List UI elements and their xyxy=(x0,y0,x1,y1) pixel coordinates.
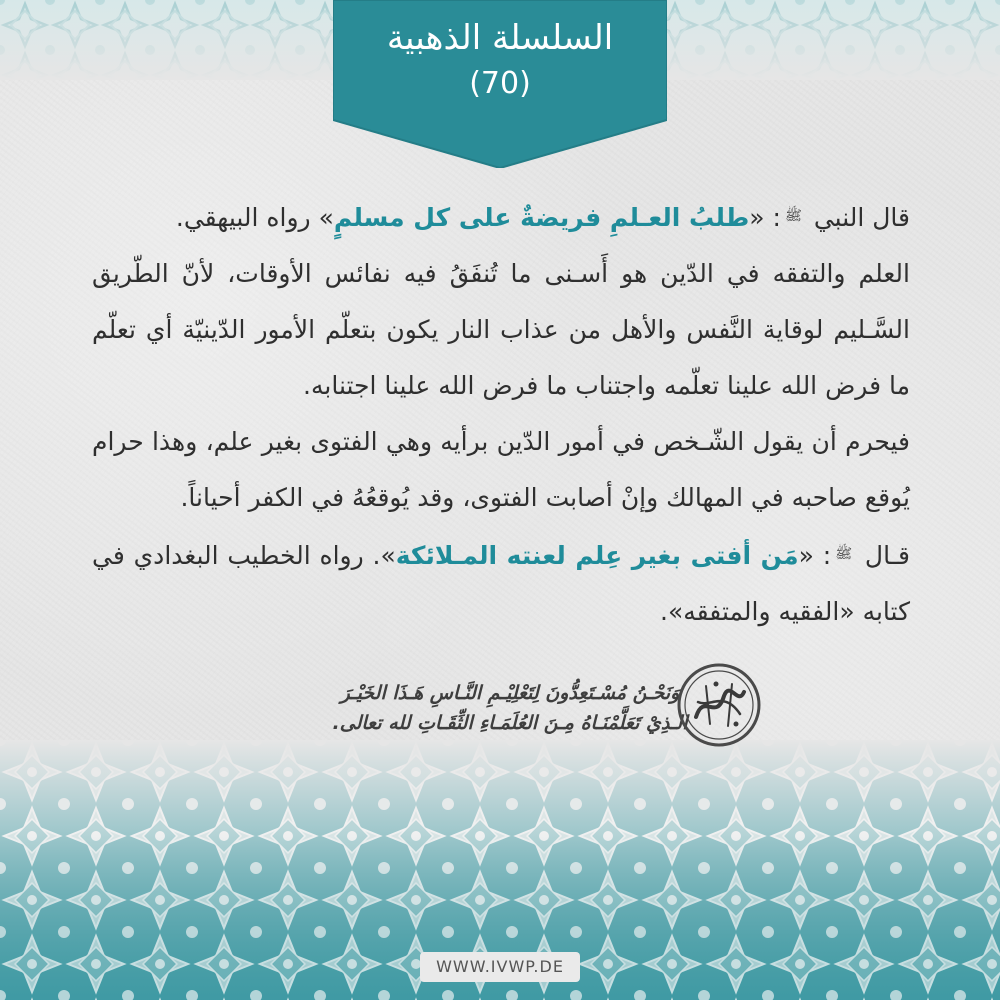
text-span: قال النبي xyxy=(805,203,910,232)
salawat-glyph: ﷺ xyxy=(784,208,802,224)
website-link[interactable]: WWW.IVWP.DE xyxy=(436,957,564,976)
series-title: السلسلة الذهبية xyxy=(386,18,614,58)
salawat-glyph: ﷺ xyxy=(835,546,853,562)
paragraph-hadith-2 xyxy=(92,526,910,640)
footer-quote-line-2: الـذِيْ تَعَلَّمْنَـاهُ مِـنَ العُلَمَـاءِ الثِّقَـاتِ لله تعالى. xyxy=(332,712,688,734)
highlighted-hadith: طلبُ العـلمِ فريضةٌ على كل مسلمٍ xyxy=(333,203,750,232)
highlighted-hadith: مَن أفتى بغير عِلم لعنته المـلائكة xyxy=(395,541,799,570)
text-span: : « xyxy=(798,541,832,570)
paragraph-explanation-1 xyxy=(92,246,910,414)
text-span: : « xyxy=(749,203,781,232)
text-span: فيحرم أن يقول الشّـخص في أمور الدّين برأيه وهي الفتوى بغير علم، وهذا حرام يُوقع صاحبه في المهالك وإنْ أصابت الفتوى، وقد يُوقعُهُ في الكفر أحياناً. xyxy=(92,427,910,512)
footer-quote xyxy=(290,678,730,738)
episode-number: (70) xyxy=(469,66,531,101)
paragraph-hadith-1 xyxy=(92,188,910,246)
text-span: » رواه البيهقي. xyxy=(175,203,334,232)
calligraphy-seal-icon xyxy=(676,662,762,748)
text-span: قـال xyxy=(856,541,910,570)
main-text xyxy=(92,188,910,640)
text-span: ». رواه الخطيب البغدادي في كتابه «الفقيه والمتفقه». xyxy=(92,541,910,626)
paragraph-explanation-2 xyxy=(92,414,910,526)
text-span: العلم والتفقه في الدّين هو أَسـنى ما تُنفَقُ فيه نفائس الأوقات، لأنّ الطّريق السَّـليم لوقاية النَّفس والأهل من عذاب النار يكون بتعلّم الأمور الدّينيّة أي تعلّم ما فرض الله علينا تعلّمه واجتناب ما فرض الله علينا اجتنابه. xyxy=(92,259,910,400)
footer-quote-line-1: وَنَحْـنُ مُسْـتَعِدُّونَ لِتَعْلِيْـمِ النَّـاسِ هَـذَا الخَيْـرَ xyxy=(340,682,680,704)
